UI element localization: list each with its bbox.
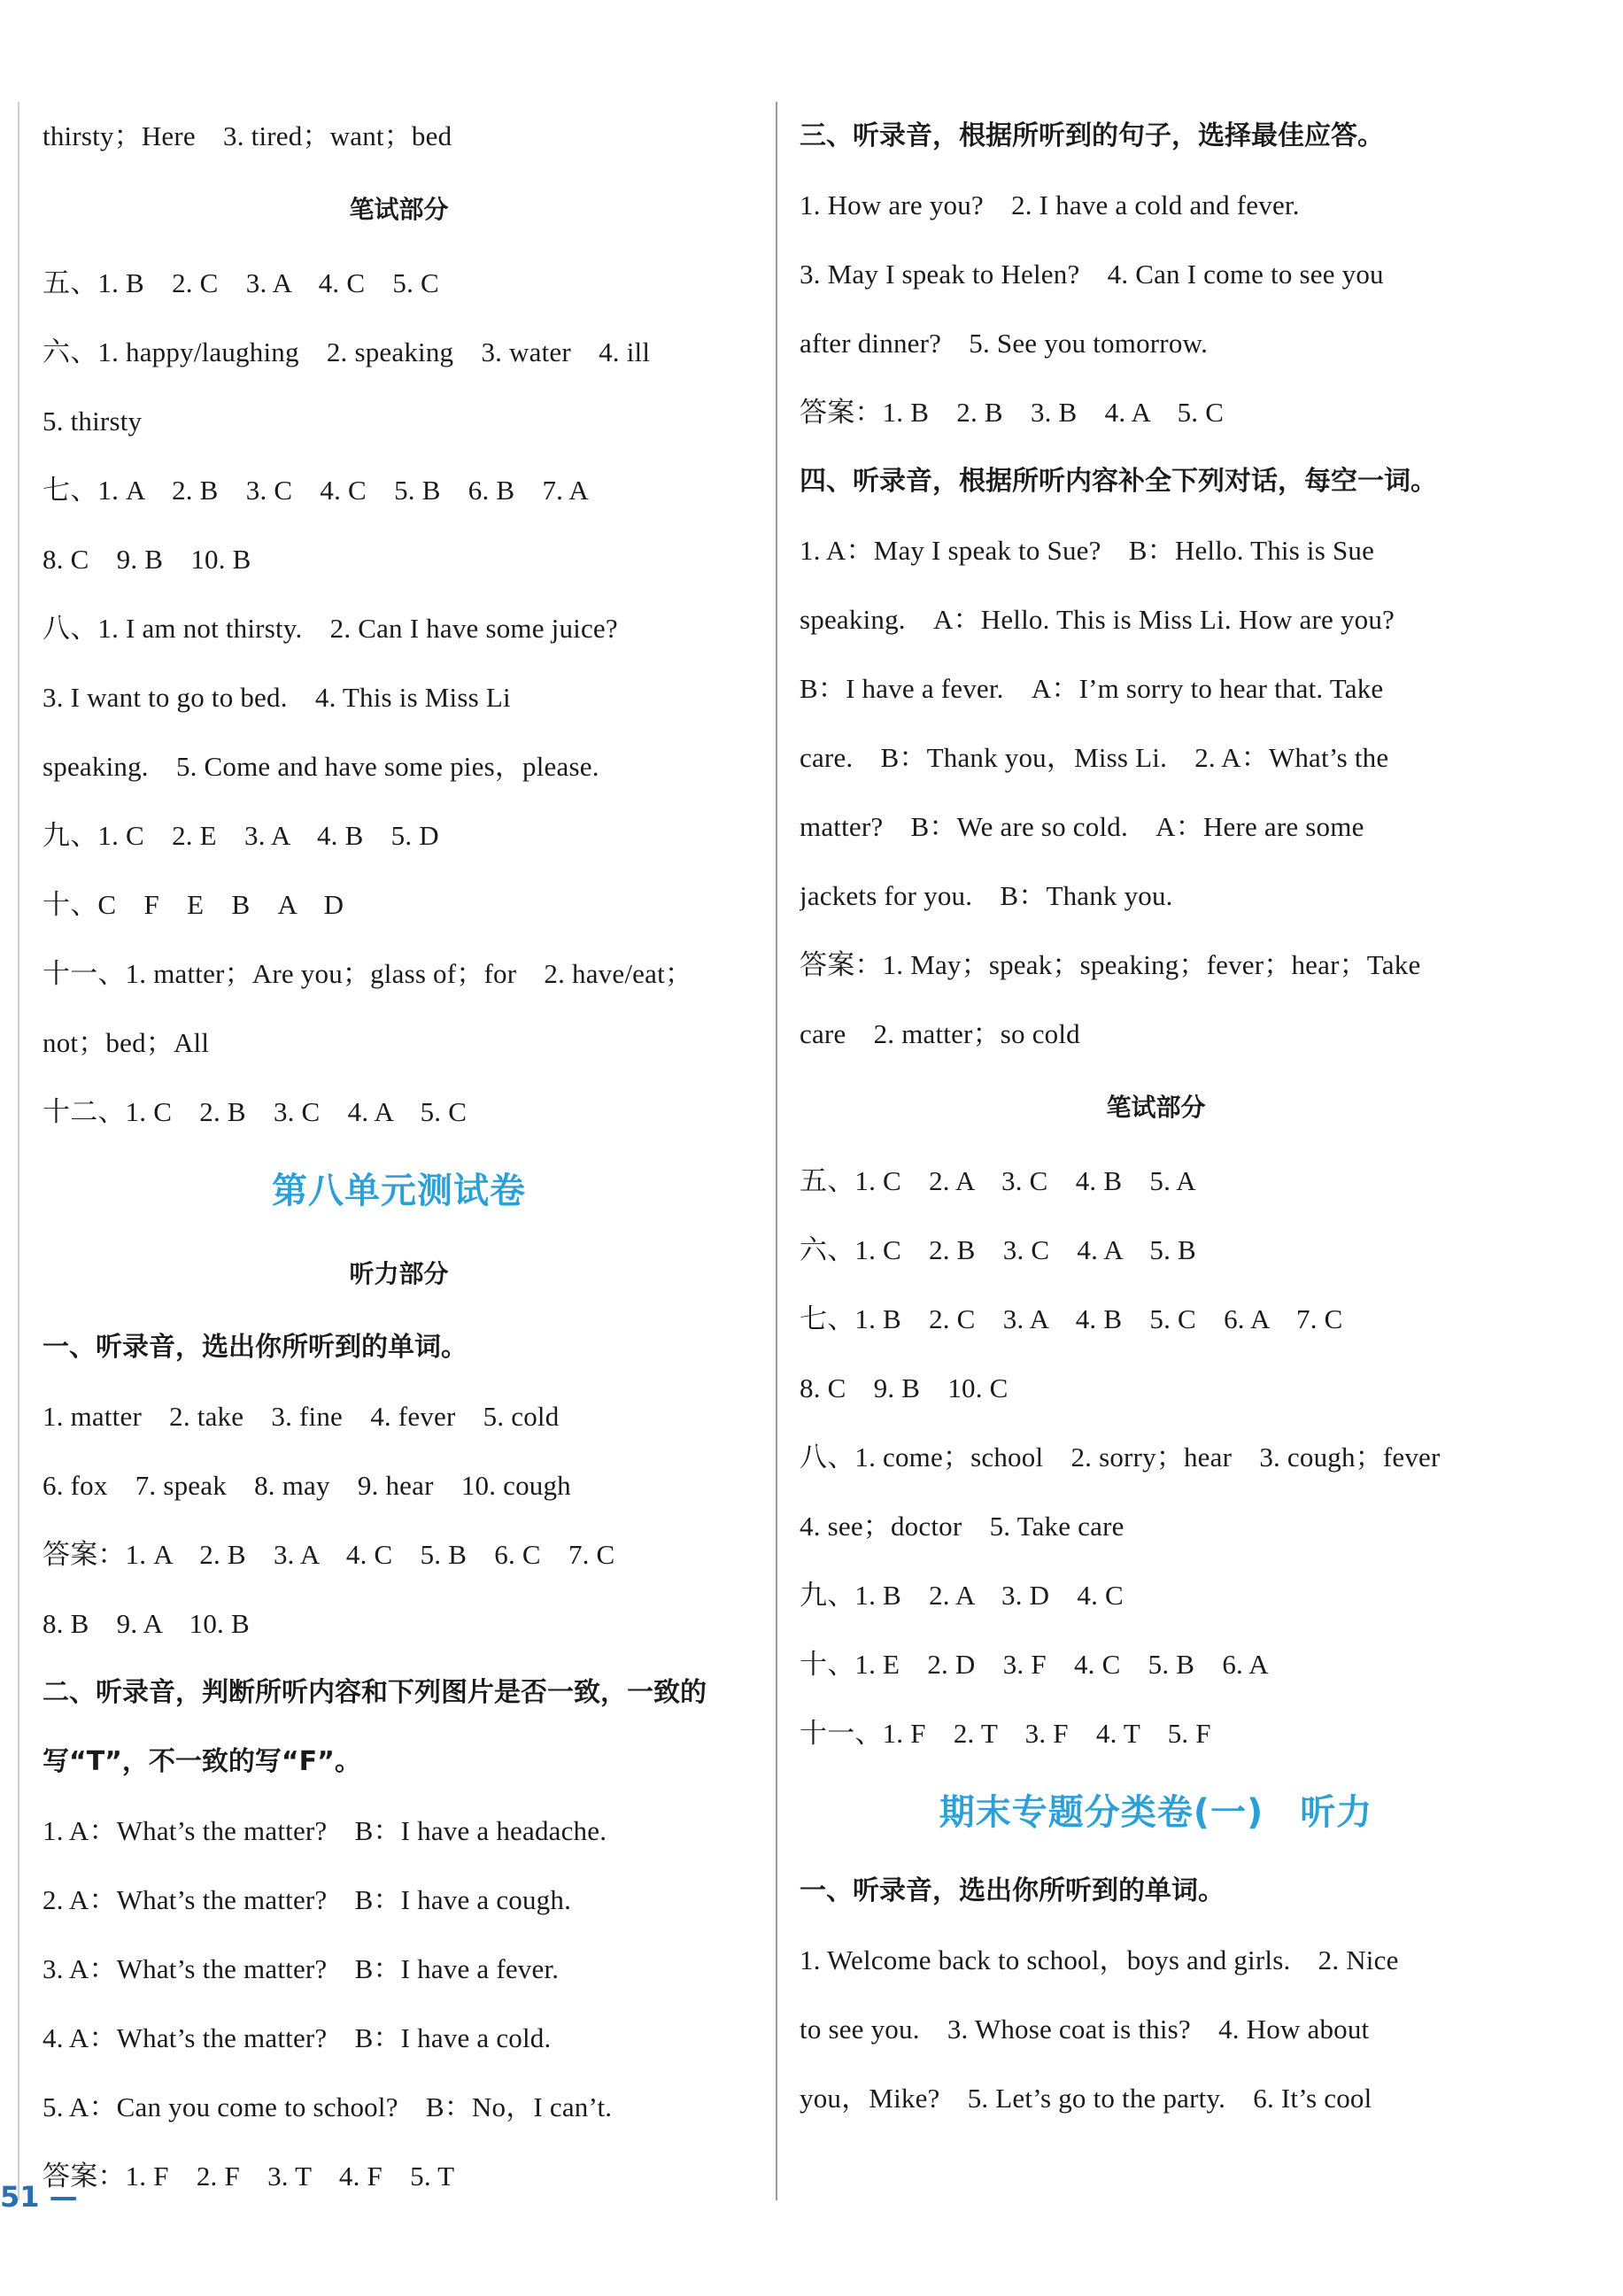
answer-line: 8. C 9. B 10. B <box>43 544 251 575</box>
answer-line: 七、1. A 2. B 3. C 4. C 5. B 6. B 7. A <box>43 475 589 506</box>
answer-line: 答案：1. F 2. F 3. T 4. F 5. T <box>43 2161 455 2192</box>
answer-line: 九、1. B 2. A 3. D 4. C <box>800 1580 1124 1611</box>
answer-line: 八、1. I am not thirsty. 2. Can I have some juice? <box>43 613 618 644</box>
answer-line: not；bed；All <box>43 1027 210 1058</box>
page-number: 51 — <box>0 2180 78 2214</box>
dialogue-line: care. B：Thank you，Miss Li. 2. A：What’s the <box>800 742 1389 773</box>
answer-line: 十、C F E B A D <box>43 889 344 920</box>
dialogue-line: 4. A：What’s the matter? B：I have a cold. <box>43 2022 552 2053</box>
right-column <box>800 102 1512 2133</box>
dialogue-line: jackets for you. B：Thank you. <box>800 880 1173 911</box>
text-line: thirsty；Here 3. tired；want；bed <box>43 120 452 151</box>
dialogue-line: 3. A：What’s the matter? B：I have a fever. <box>43 1953 560 1984</box>
dialogue-line: 1. A：What’s the matter? B：I have a headache. <box>43 1815 607 1846</box>
dialogue-line: 2. A：What’s the matter? B：I have a cough. <box>43 1884 572 1915</box>
answer-line: 4. see；doctor 5. Take care <box>800 1511 1125 1542</box>
answer-line: 5. thirsty <box>43 406 143 437</box>
answer-line: 答案：1. B 2. B 3. B 4. A 5. C <box>800 397 1225 428</box>
section-heading-listening: 听力部分 <box>349 1259 449 1288</box>
answer-line: 8. C 9. B 10. C <box>800 1372 1009 1403</box>
final-exam-title: 期末专题分类卷(一) 听力 <box>939 1792 1373 1833</box>
text-line: to see you. 3. Whose coat is this? 4. How about <box>800 2014 1370 2045</box>
answer-line: 1. matter 2. take 3. fine 4. fever 5. cold <box>43 1401 560 1432</box>
text-line: 1. Welcome back to school，boys and girls. 2. Nice <box>800 1944 1399 1975</box>
question-heading: 四、听录音，根据所听内容补全下列对话，每空一词。 <box>800 466 1437 497</box>
unit-title: 第八单元测试卷 <box>272 1171 526 1211</box>
answer-line: 答案：1. A 2. B 3. A 4. C 5. B 6. C 7. C <box>43 1539 615 1570</box>
answer-line: 答案：1. May；speak；speaking；fever；hear；Take <box>800 949 1421 980</box>
text-line: you，Mike? 5. Let’s go to the party. 6. It’s cool <box>800 2083 1372 2114</box>
answer-line: 八、1. come；school 2. sorry；hear 3. cough；fever <box>800 1442 1441 1473</box>
dialogue-line: 1. A：May I speak to Sue? B：Hello. This is Sue <box>800 535 1375 566</box>
section-heading-written: 笔试部分 <box>349 195 449 224</box>
text-line: 3. May I speak to Helen? 4. Can I come to see you <box>800 259 1384 290</box>
answer-line: 六、1. C 2. B 3. C 4. A 5. B <box>800 1234 1196 1265</box>
answer-line: 五、1. C 2. A 3. C 4. B 5. A <box>800 1165 1196 1196</box>
answer-line: care 2. matter；so cold <box>800 1018 1080 1049</box>
answer-line: 6. fox 7. speak 8. may 9. hear 10. cough <box>43 1470 571 1501</box>
left-edge-line <box>18 102 19 2200</box>
answer-line: 七、1. B 2. C 3. A 4. B 5. C 6. A 7. C <box>800 1303 1343 1334</box>
text-line: 1. How are you? 2. I have a cold and fever. <box>800 189 1300 220</box>
answer-line: 十一、1. F 2. T 3. F 4. T 5. F <box>800 1718 1211 1749</box>
left-column <box>43 102 755 2211</box>
text-line: after dinner? 5. See you tomorrow. <box>800 328 1209 359</box>
column-divider <box>776 102 777 2200</box>
answer-line: speaking. 5. Come and have some pies，please. <box>43 751 599 782</box>
answer-line: 十一、1. matter；Are you；glass of；for 2. have/eat； <box>43 958 693 989</box>
answer-line: 8. B 9. A 10. B <box>43 1608 250 1639</box>
question-heading: 一、听录音，选出你所听到的单词。 <box>43 1332 468 1363</box>
answer-line: 五、1. B 2. C 3. A 4. C 5. C <box>43 267 439 298</box>
question-heading: 一、听录音，选出你所听到的单词。 <box>800 1875 1225 1906</box>
answer-line: 十二、1. C 2. B 3. C 4. A 5. C <box>43 1096 468 1127</box>
dialogue-line: B：I have a fever. A：I’m sorry to hear that. Take <box>800 673 1384 704</box>
answer-line: 六、1. happy/laughing 2. speaking 3. water 4. ill <box>43 336 651 367</box>
answer-line: 3. I want to go to bed. 4. This is Miss Li <box>43 682 511 713</box>
dialogue-line: matter? B：We are so cold. A：Here are some <box>800 811 1364 842</box>
answer-line: 九、1. C 2. E 3. A 4. B 5. D <box>43 820 439 851</box>
question-heading: 二、听录音，判断所听内容和下列图片是否一致，一致的 <box>43 1677 707 1708</box>
question-heading: 三、听录音，根据所听到的句子，选择最佳应答。 <box>800 120 1384 151</box>
section-heading-written: 笔试部分 <box>1106 1093 1206 1122</box>
question-heading-cont: 写“T”，不一致的写“F”。 <box>43 1746 361 1777</box>
answer-line: 十、1. E 2. D 3. F 4. C 5. B 6. A <box>800 1649 1269 1680</box>
dialogue-line: speaking. A：Hello. This is Miss Li. How are you? <box>800 604 1395 635</box>
dialogue-line: 5. A：Can you come to school? B：No，I can’t. <box>43 2091 613 2122</box>
